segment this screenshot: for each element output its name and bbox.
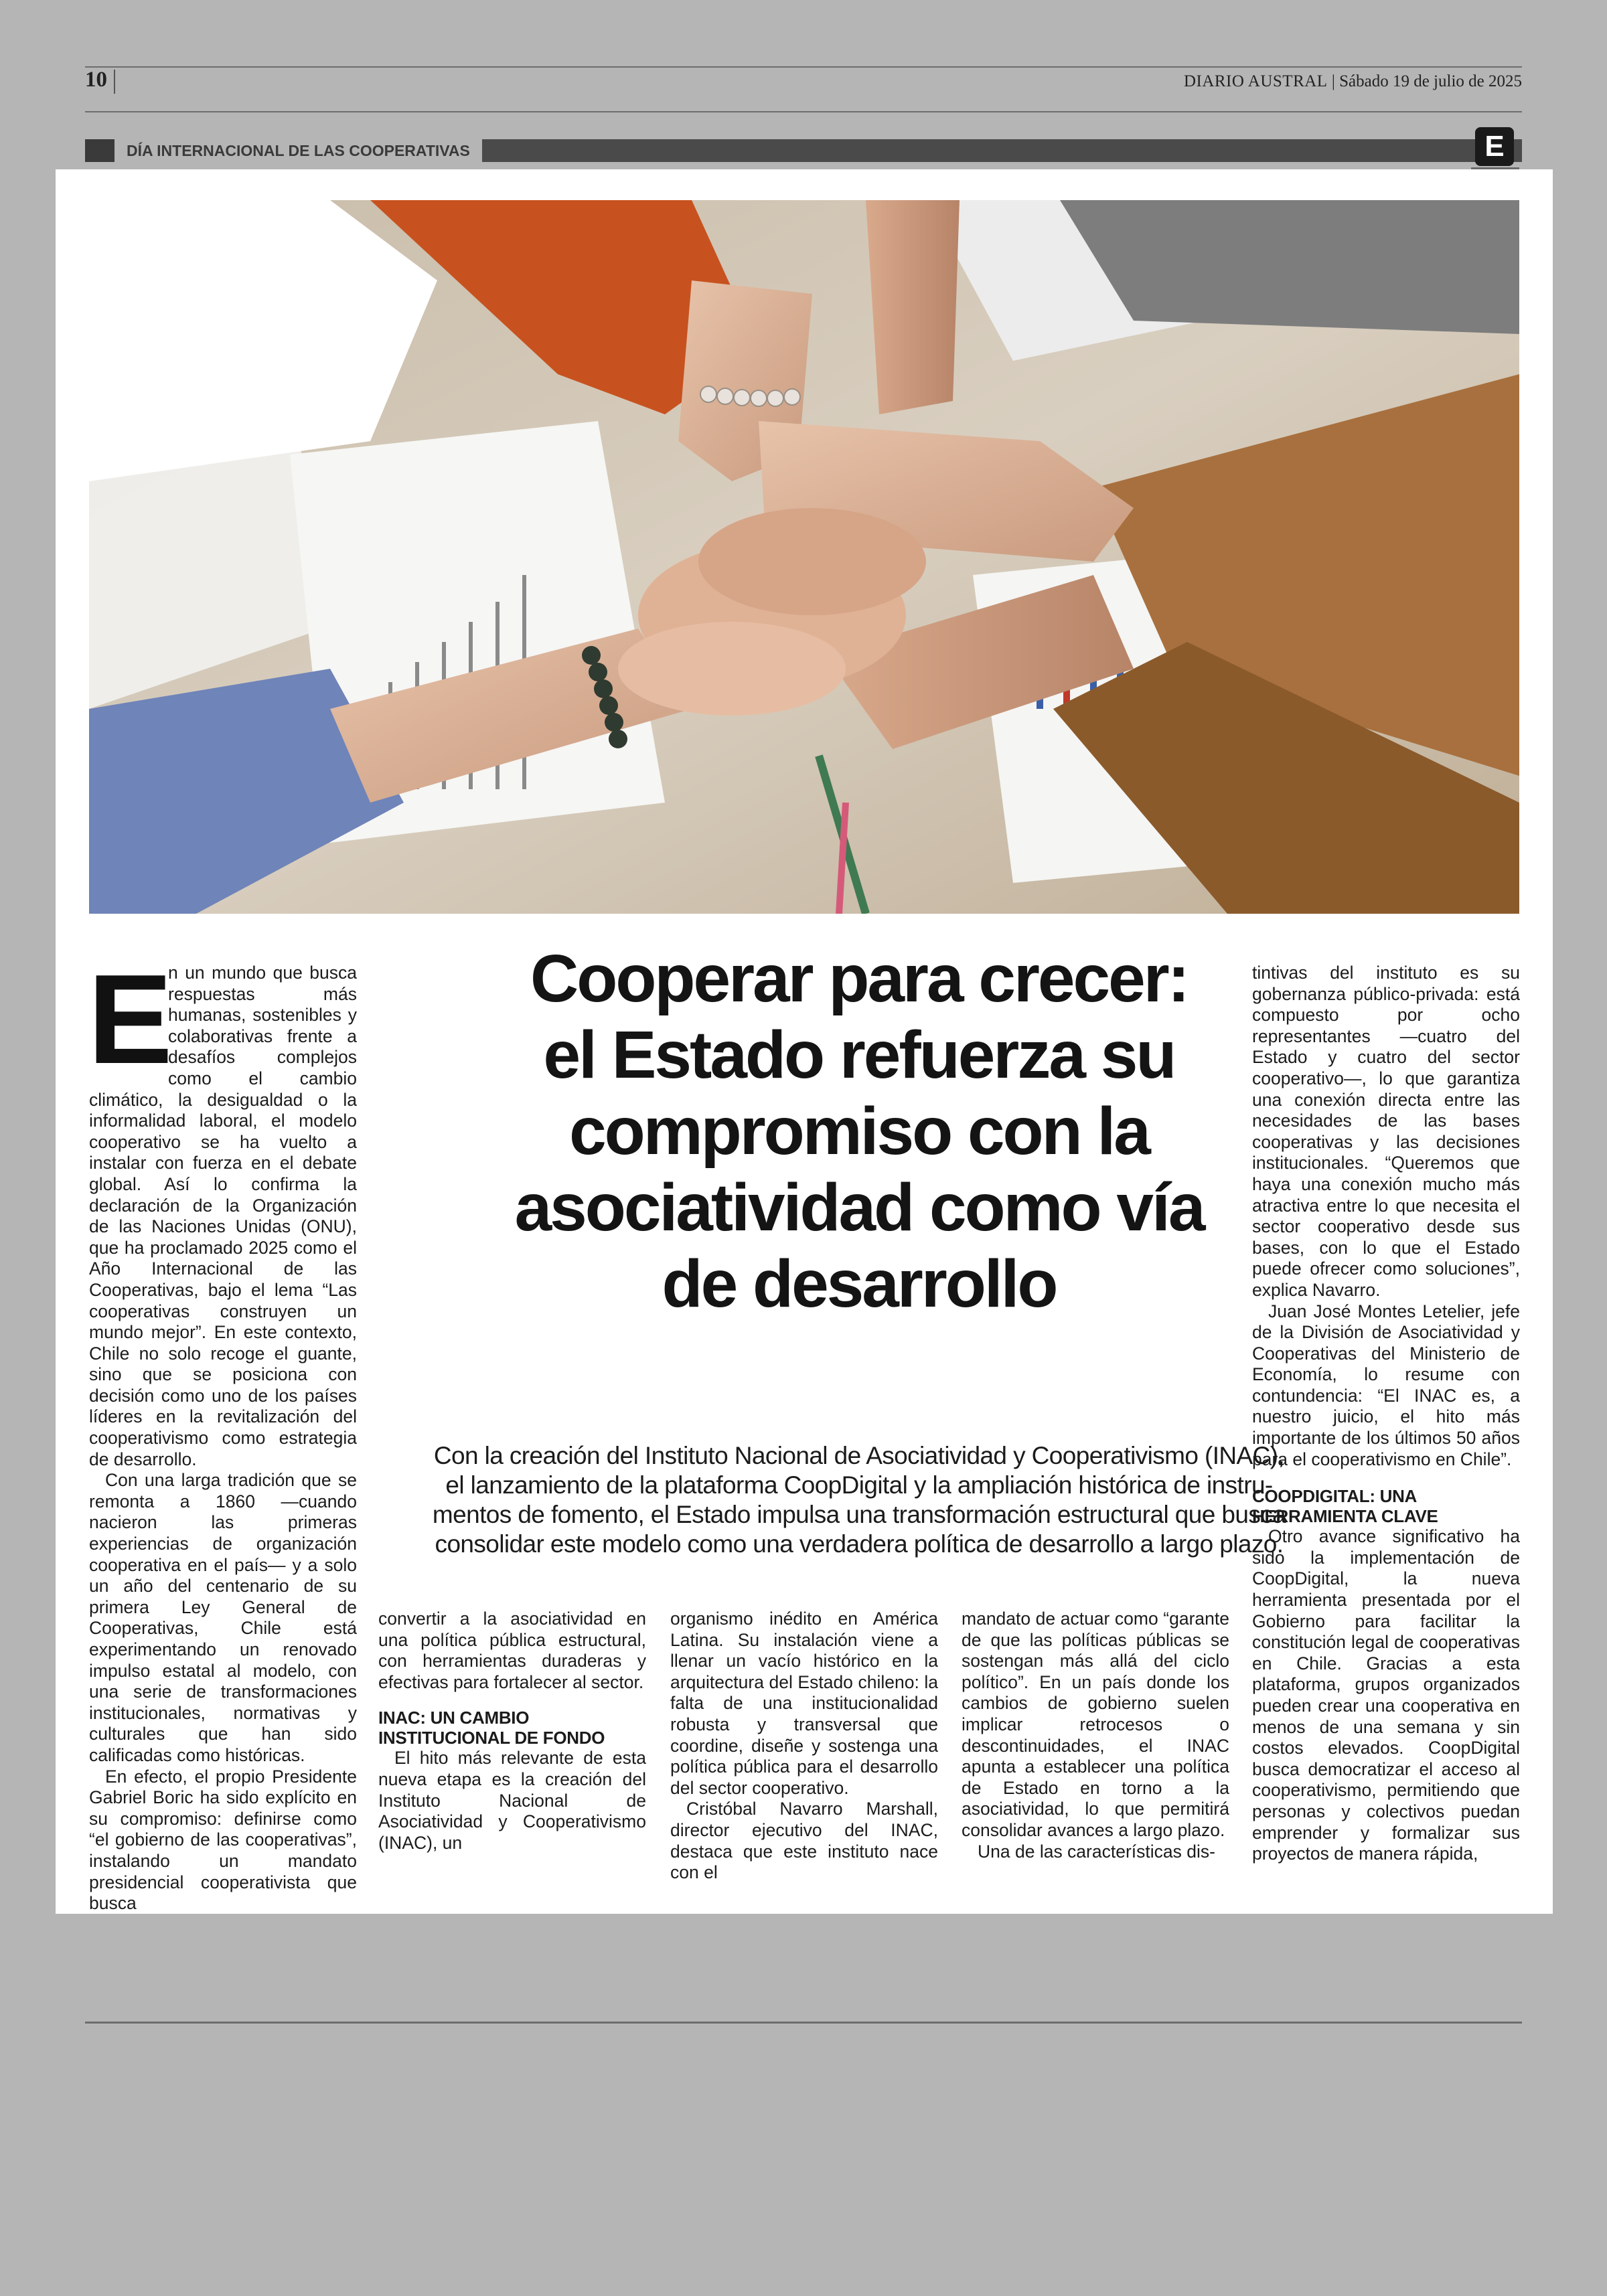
issue-date: Sábado 19 de julio de 2025 <box>1339 72 1522 90</box>
col4-paragraph-1: mandato de actuar como “garante de que las políticas públicas se sostengan más allá del ciclo político”. En un país donde los cambios de gobierno suelen implicar retrocesos o descontinuidades, el INAC apunta a establecer una política de Estado en torno a la asociatividad, lo que permitirá consolidar avances a largo plazo. <box>962 1609 1229 1840</box>
article-column-2 <box>378 1609 646 1854</box>
section-band <box>85 139 1522 162</box>
header-bottom-rule <box>85 111 1522 112</box>
col1-paragraph-2: Con una larga tradición que se remonta a 1860 —cuando nacieron las primeras experiencias de organización cooperativa en el país— y a solo un año del centenario de su primera Ley General de Cooperativas, Chile está experimentando un renovado impulso estatal al modelo, con una serie de transformaciones institucionales, normativas y culturales que han sido calificadas como históricas. <box>89 1470 357 1765</box>
article-deck <box>404 1441 1314 1559</box>
stacked-hands-photo <box>89 200 1519 914</box>
section-marker <box>85 139 114 162</box>
headline-line: el Estado refuerza su <box>543 1017 1175 1092</box>
col2-paragraph-2: El hito más relevante de esta nueva etapa es la creación del Instituto Nacional de Asociatividad y Cooperativismo (INAC), un <box>378 1748 646 1853</box>
newspaper-name: DIARIO AUSTRAL <box>1183 72 1328 90</box>
subhead-coopdigital: COOPDIGITAL: UNA HERRAMIENTA CLAVE <box>1252 1486 1438 1527</box>
deck-line: el lanzamiento de la plataforma CoopDigital y la ampliación histórica de instru- <box>445 1471 1273 1499</box>
masthead-divider: | <box>1331 72 1340 90</box>
headline-line: compromiso con la <box>569 1094 1149 1169</box>
masthead <box>1184 72 1522 91</box>
article-column-4 <box>962 1609 1229 1862</box>
hands-photo-illustration <box>89 200 1519 914</box>
page-bottom-rule <box>85 2022 1522 2024</box>
article-column-1 <box>88 949 357 1914</box>
drop-cap: E <box>88 949 173 1090</box>
col2-paragraph-1: convertir a la asociatividad en una política pública estructural, con herramientas duraderas y efectivas para fortalecer al sector. <box>378 1609 646 1692</box>
col5-paragraph-2: Juan José Montes Letelier, jefe de la División de Asociatividad y Cooperativas del Ministerio de Economía, lo resume con contundencia: “El INAC es, a nuestro juicio, el hito más importante de los últimos 50 años para el cooperativismo en Chile”. <box>1252 1301 1520 1469</box>
col5-paragraph-1: tintivas del instituto es su gobernanza público-privada: está compuesto por ocho representantes —cuatro del Estado y cuatro del sector cooperativo—, lo que garantiza una conexión directa entre las necesidades de las bases cooperativas y las decisiones institucionales. “Queremos que haya una conexión mucho más atractiva entre lo que necesita el sector cooperativo desde sus bases, con lo que el Estado puede ofrecer como soluciones”, explica Navarro. <box>1252 963 1520 1300</box>
article-headline <box>404 940 1314 1322</box>
article-column-3 <box>670 1609 938 1884</box>
supplement-logo <box>1468 127 1522 174</box>
e-logo-icon: E <box>1475 127 1514 166</box>
headline-line: Cooperar para crecer: <box>530 941 1188 1016</box>
col1-paragraph-3: En efecto, el propio Presidente Gabriel Boric ha sido explícito en su compromiso: definirse como “el gobierno de las cooperativas”, instalando un mandato presidencial cooperativista que busca <box>89 1766 357 1914</box>
subhead-inac: INAC: UN CAMBIO INSTITUCIONAL DE FONDO <box>378 1708 605 1748</box>
deck-line: consolidar este modelo como una verdadera política de desarrollo a largo plazo. <box>435 1530 1284 1558</box>
col4-paragraph-2: Una de las características dis- <box>978 1841 1215 1862</box>
section-label: DÍA INTERNACIONAL DE LAS COOPERATIVAS <box>114 139 482 162</box>
deck-line: Con la creación del Instituto Nacional de Asociatividad y Cooperativismo (INAC), <box>433 1442 1285 1469</box>
deck-line: mentos de fomento, el Estado impulsa una transformación estructural que busca <box>432 1501 1286 1528</box>
col3-paragraph-1: organismo inédito en América Latina. Su instalación viene a llenar un vacío histórico en la arquitectura del Estado chileno: la falta de una institucionalidad robusta y transversal que coordine, diseñe y sostenga una política pública para el desarrollo del sector cooperativo. <box>670 1609 938 1798</box>
headline-line: de desarrollo <box>662 1246 1057 1321</box>
page-number-divider <box>114 70 115 94</box>
page-number: 10 <box>85 68 107 92</box>
col3-paragraph-2: Cristóbal Navarro Marshall, director ejecutivo del INAC, destaca que este instituto nace con el <box>670 1799 938 1883</box>
col1-paragraph-1: n un mundo que busca respuestas más humanas, sostenibles y colaborativas frente a desafíos complejos como el cambio climático, la desigualdad o la informalidad laboral, el modelo cooperativo se ha vuelto a instalar con fuerza en el debate global. Así lo confirma la declaración de la Organización de las Naciones Unidas (ONU), que ha proclamado 2025 como el Año Internacional de las Cooperativas, bajo el lema “Las cooperativas construyen un mundo mejor”. En este contexto, Chile no solo recoge el guante, sino que se posiciona con decisión como uno de los países líderes en la revitalización del cooperativismo como estrategia de desarrollo. <box>89 963 357 1469</box>
article-sheet <box>56 169 1553 1914</box>
header-top-rule <box>85 66 1522 68</box>
headline-line: asociatividad como vía <box>514 1170 1204 1245</box>
article-column-5 <box>1252 963 1520 1865</box>
col5-paragraph-3: Otro avance significativo ha sido la implementación de CoopDigital, la nueva herramienta presentada por el Gobierno para facilitar la constitución legal de cooperativas en Chile. Gracias a esta plataforma, grupos organizados pueden crear una cooperativa en menos de una semana y sin costos elevados. CoopDigital busca democratizar el acceso al cooperativismo, permitiendo que personas y colectivos puedan emprender y formalizar sus proyectos de manera rápida, <box>1252 1526 1520 1864</box>
